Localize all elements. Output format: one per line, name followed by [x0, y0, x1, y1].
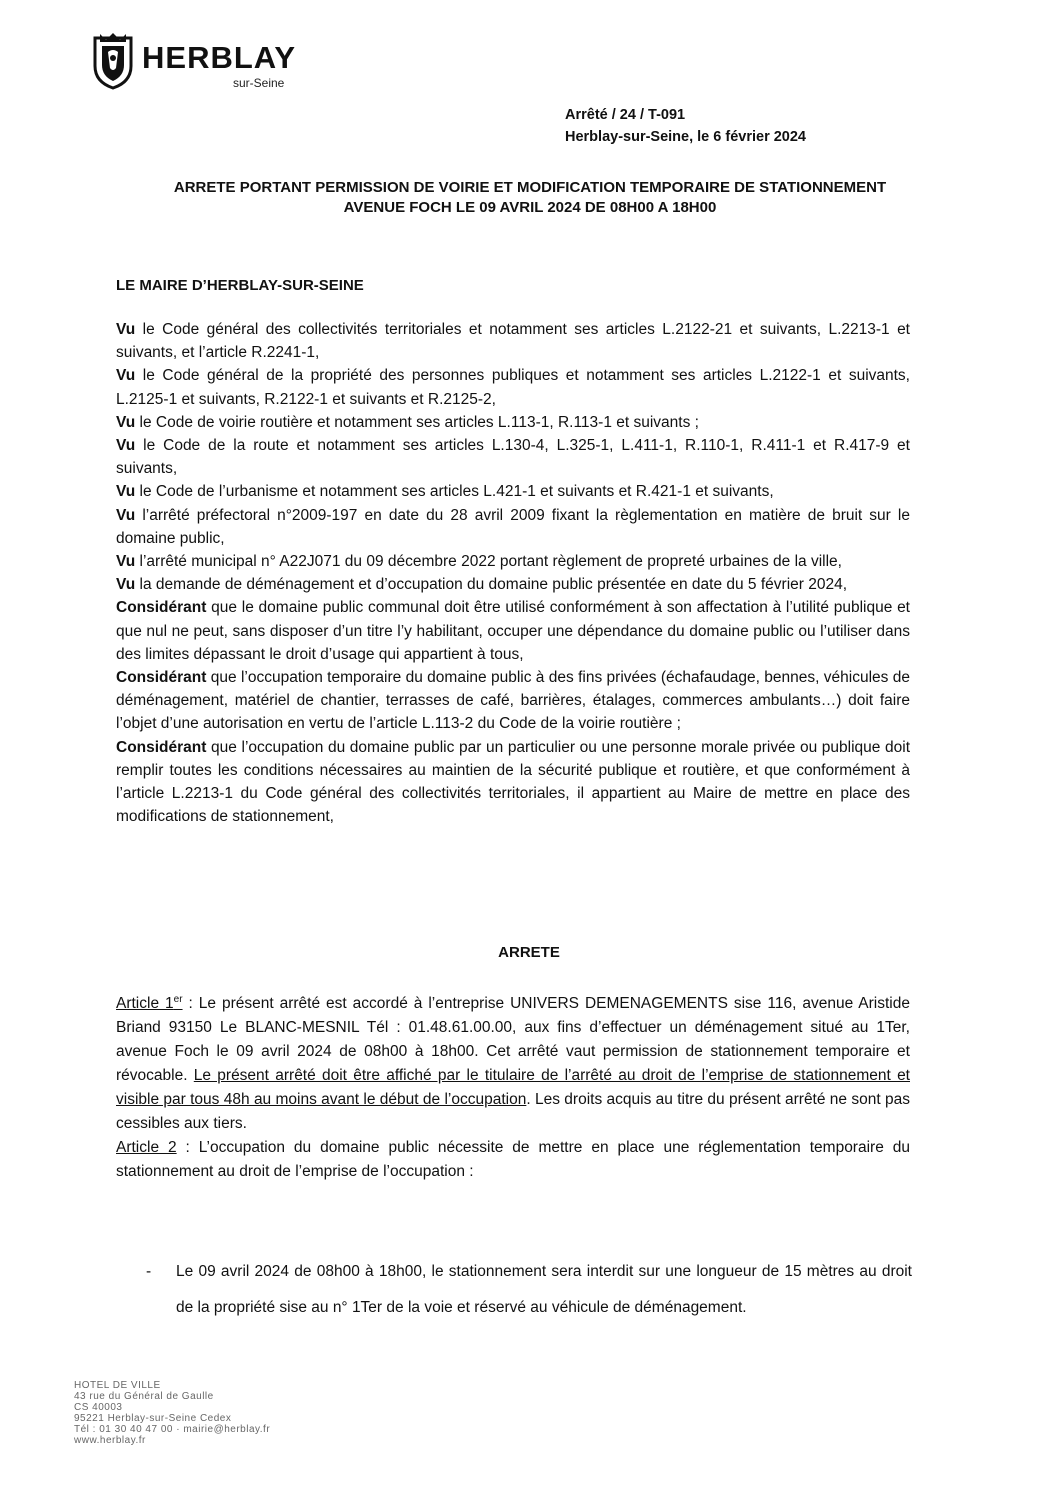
article-2: Article 2 : L’occupation du domaine public nécessite de mettre en place une réglementation temporaire du stationnement au droit de l’emprise de l’occupation : [116, 1139, 910, 1181]
visa-paragraph: Vu le Code de l’urbanisme et notamment ses articles L.421-1 et suivants et R.421-1 et suivants, [116, 483, 774, 501]
footer-address [74, 1380, 270, 1446]
place-date: Herblay-sur-Seine, le 6 février 2024 [565, 129, 806, 145]
considerant-paragraph: Considérant que le domaine public communal doit être utilisé conformément à son affectation à l’utilité publique et que nul ne peut, sans disposer d’un titre l’y habilitant, occuper une dépendance du domaine public ou l’utiliser dans des limites dépassant le droit d’usage qui appartient à tous, [116, 599, 910, 663]
logo-subtitle: sur-Seine [233, 76, 285, 90]
considerant-paragraph: Considérant que l’occupation du domaine public par un particulier ou une personne morale privée ou publique doit remplir toutes les conditions nécessaires au maintien de la sécurité publique et routière, et que conformément à l’article L.2213-1 du Code général des collectivités territoriales, il appartient au Maire de mettre en place des modifications de stationnement, [116, 738, 910, 826]
footer-line: 95221 Herblay-sur-Seine Cedex [74, 1413, 232, 1424]
coat-of-arms-icon [92, 32, 134, 90]
footer-line: 43 rue du Général de Gaulle [74, 1391, 214, 1402]
herblay-logo [92, 30, 312, 96]
title-line-1: ARRETE PORTANT PERMISSION DE VOIRIE ET MODIFICATION TEMPORAIRE DE STATIONNEMENT [173, 179, 887, 196]
article-1: Article 1er : Le présent arrêté est accordé à l’entreprise UNIVERS DEMENAGEMENTS sise 116, avenue Aristide Briand 93150 Le BLANC-MESNIL Tél : 01.48.61.00.00, aux fins d’effectuer un déménagement situé au 1Ter, avenue Foch le 09 avril 2024 de 08h00 à 18h00. Cet arrêté vaut permission de stationnement temporaire et révocable. Le présent arrêté doit être affiché par le titulaire de l’arrêté au droit de l’emprise de stationnement et visible par tous 48h au moins avant le début de l’occupation. Les droits acquis au titre du présent arrêté ne sont pas cessibles aux tiers. [116, 994, 910, 1133]
arrete-heading: ARRETE [498, 944, 560, 961]
footer-line: HOTEL DE VILLE [74, 1380, 161, 1391]
visa-paragraph: Vu le Code de voirie routière et notamment ses articles L.113-1, R.113-1 et suivants ; [116, 413, 699, 431]
bullet-text: Le 09 avril 2024 de 08h00 à 18h00, le stationnement sera interdit sur une longueur de 15 mètres au droit de la propriété sise au n° 1Ter de la voie et réservé au véhicule de déménagement. [176, 1263, 912, 1316]
articles-section [116, 988, 910, 1184]
visa-paragraph: Vu la demande de déménagement et d’occupation du domaine public présentée en date du 5 février 2024, [116, 576, 848, 594]
parking-restriction-item [140, 1254, 912, 1326]
posting-requirement: Le présent arrêté doit être affiché par le titulaire de l’arrêté au droit de l’emprise de stationnement et visible par tous 48h au moins avant le début de l’occupation [116, 1067, 910, 1109]
article-1-label: Article 1er [116, 994, 183, 1013]
visa-paragraph: Vu le Code général de la propriété des personnes publiques et notamment ses articles L.2122-1 et suivants, L.2125-1 et suivants, R.2122-1 et suivants et R.2125-2, [116, 367, 910, 408]
footer-line: www.herblay.fr [74, 1435, 146, 1446]
authority-heading: LE MAIRE D’HERBLAY-SUR-SEINE [116, 277, 364, 294]
considerant-paragraph: Considérant que l’occupation temporaire du domaine public à des fins privées (échafaudage, bennes, véhicules de déménagement, matériel de chantier, terrasses de café, barrières, étalages, commerces ambulants…) doit faire l’objet d’une autorisation en vertu de l’article L.113-2 du Code de la voirie routière ; [116, 669, 910, 733]
footer-line: Tél : 01 30 40 47 00 · mairie@herblay.fr [74, 1424, 271, 1435]
title-line-2: AVENUE FOCH LE 09 AVRIL 2024 DE 08H00 A 18H00 [343, 199, 717, 216]
footer-line: CS 40003 [74, 1402, 123, 1413]
article-2-label: Article 2 [116, 1139, 177, 1157]
visa-paragraph: Vu le Code de la route et notamment ses articles L.130-4, L.325-1, L.411-1, R.110-1, R.411-1 et R.417-9 et suivants, [116, 437, 910, 478]
bullet-dash: - [146, 1263, 152, 1280]
logo-name: HERBLAY [142, 40, 296, 75]
visas-section [116, 318, 910, 828]
document-title [100, 178, 960, 218]
reference-block [565, 104, 806, 148]
reference-number: Arrêté / 24 / T-091 [565, 107, 686, 123]
visa-paragraph: Vu l’arrêté préfectoral n°2009-197 en date du 28 avril 2009 fixant la règlementation en matière de bruit sur le domaine public, [116, 506, 910, 547]
visa-paragraph: Vu le Code général des collectivités territoriales et notamment ses articles L.2122-21 et suivants, L.2213-1 et suivants, et l’article R.2241-1, [116, 321, 910, 362]
visa-paragraph: Vu l’arrêté municipal n° A22J071 du 09 décembre 2022 portant règlement de propreté urbaines de la ville, [116, 553, 842, 571]
